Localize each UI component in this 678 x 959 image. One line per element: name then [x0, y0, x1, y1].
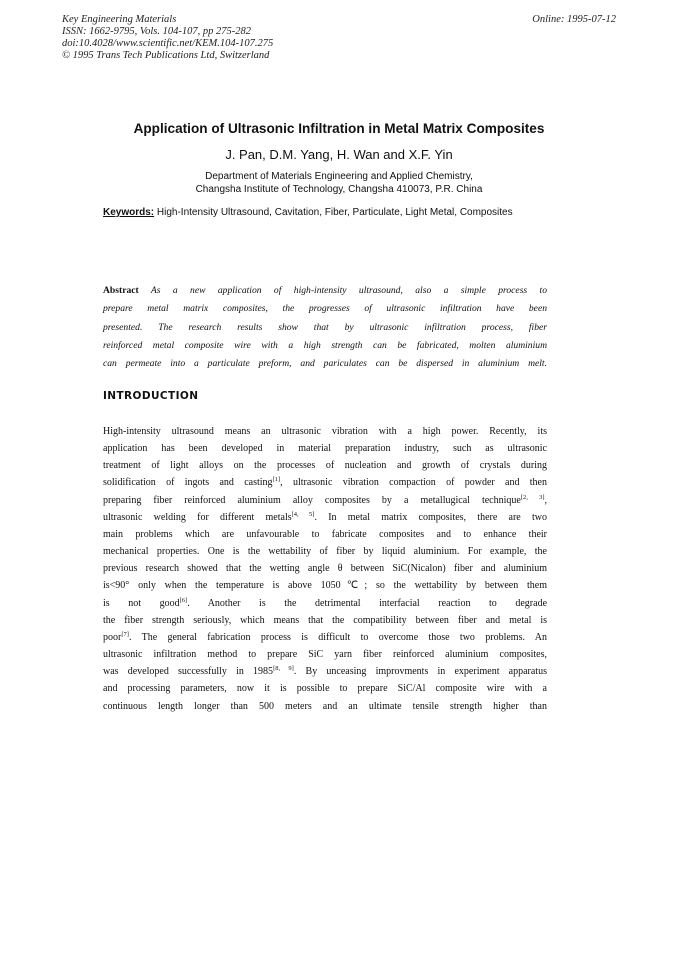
citation-ref: [1]: [272, 476, 281, 484]
keywords-label: Keywords:: [103, 207, 155, 218]
copyright-line: © 1995 Trans Tech Publications Ltd, Switzerland: [62, 50, 270, 61]
body-text-segment: was developed successfully in 1985: [103, 666, 274, 678]
body-line: mechanical properties. One is the wettability of fiber by liquid aluminium. For example, the: [103, 546, 547, 558]
body-line: continuous length longer than 500 meters and an ultimate tensile strength higher than: [103, 700, 547, 712]
body-text-segment: preparing fiber reinforced aluminium alloy composites by a metallugical technique: [103, 494, 521, 506]
citation-ref: [2, 3]: [520, 493, 545, 501]
abstract-line: reinforced metal composite wire with a high strength can be fabricated, molten aluminium: [103, 339, 547, 351]
body-text-segment: poor: [103, 631, 122, 643]
body-line: [103, 509, 547, 526]
body-line: the fiber strength seriously, which means that the compatibility between fiber and metal is: [103, 614, 547, 626]
body-text-segment: ultrasonic welding for different metals: [103, 511, 292, 523]
abstract-line: can permeate into a particulate preform, and pariculates can be dispersed in aluminium melt.: [103, 358, 547, 370]
citation-ref: [4, 5]: [291, 510, 315, 518]
body-text-segment: ,: [544, 494, 547, 506]
body-line: main problems which are unfavourable to fabricate composites and to enhance their: [103, 528, 547, 540]
paper-title: Application of Ultrasonic Infiltration in Metal Matrix Composites: [133, 121, 545, 136]
journal-name: Key Engineering Materials: [62, 14, 177, 25]
body-text-segment: is not good: [103, 597, 180, 609]
abstract: [103, 282, 547, 373]
author-list: J. Pan, D.M. Yang, H. Wan and X.F. Yin: [225, 147, 453, 162]
citation-ref: [6]: [179, 596, 188, 604]
publication-header: [62, 14, 616, 62]
body-text-segment: . In metal matrix composites, there are two: [314, 511, 547, 523]
body-line: application has been developed in material preparation industry, such as ultrasonic: [103, 443, 547, 455]
citation-ref: [8, 9]: [273, 665, 294, 673]
body-text-segment: , ultrasonic vibration compaction of powder and then: [280, 477, 547, 489]
body-line: ultrasonic infiltration method to prepare SiC yarn fiber reinforced aluminium composites,: [103, 649, 547, 661]
abstract-line: prepare metal matrix composites, the progresses of ultrasonic infiltration have been: [103, 303, 547, 315]
body-line: previous research showed that the wetting angle θ between SiC(Nicalon) fiber and aluminium: [103, 563, 547, 575]
abstract-label: Abstract: [103, 285, 139, 296]
body-text-segment: . By unceasing improvments in experiment apparatus: [293, 666, 547, 678]
doi-line: doi:10.4028/www.scientific.net/KEM.104-107.275: [62, 38, 274, 49]
body-line: [103, 492, 547, 509]
online-date: Online: 1995-07-12: [532, 14, 616, 25]
body-line: is<90° only when the temperature is above 1050℃; so the wettability by between them: [103, 580, 547, 592]
abstract-text: As a new application of high-intensity ultrasound, also a simple process to: [138, 285, 547, 296]
body-line: [103, 595, 547, 612]
affiliation: [0, 170, 678, 196]
body-line: treatment of light alloys on the processes of nucleation and growth of crystals during: [103, 460, 547, 472]
body-text-segment: . The general fabrication process is difficult to overcome those two problems. An: [128, 631, 547, 643]
citation-ref: [7]: [121, 630, 129, 638]
issn-line: ISSN: 1662-9795, Vols. 104-107, pp 275-282: [62, 26, 251, 37]
affiliation-line: Department of Materials Engineering and Applied Chemistry,: [205, 171, 473, 182]
body-line: [103, 629, 547, 646]
body-text-segment: . Another is the detrimental interfacial reaction to degrade: [187, 597, 548, 609]
body-line: High-intensity ultrasound means an ultrasonic vibration with a high power. Recently, its: [103, 426, 547, 437]
section-heading: INTRODUCTION: [103, 390, 199, 402]
keywords: [103, 207, 638, 218]
body-text: [103, 423, 547, 715]
body-text-segment: solidification of ingots and casting: [103, 477, 273, 489]
abstract-line: presented. The research results show that by ultrasonic infiltration process, fiber: [103, 321, 547, 333]
body-line: [103, 474, 547, 491]
keywords-text: High-Intensity Ultrasound, Cavitation, Fiber, Particulate, Light Metal, Composites: [154, 207, 513, 218]
body-line: [103, 663, 547, 680]
body-line: and processing parameters, now it is possible to prepare SiC/Al composite wire with a: [103, 683, 547, 695]
abstract-line: [103, 282, 547, 300]
affiliation-line: Changsha Institute of Technology, Changsha 410073, P.R. China: [195, 184, 483, 195]
